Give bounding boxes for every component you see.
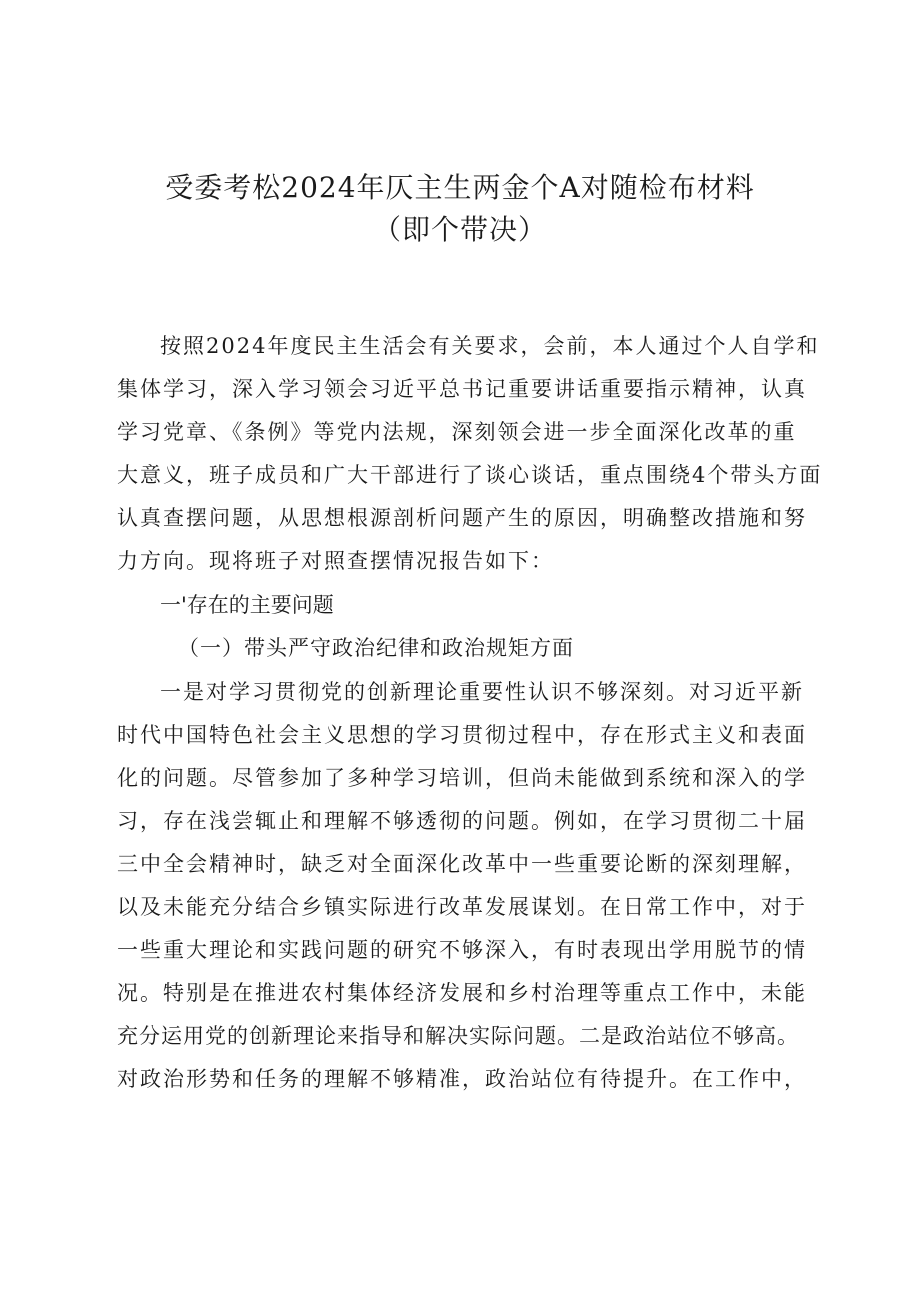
paragraph-line: 一些重大理论和实践问题的研究不够深入，有时表现出学用脱节的情 (117, 938, 807, 962)
paragraph-line: 认真查摆问题，从思想根源剖析问题产生的原因，明确整改措施和努 (117, 506, 807, 530)
section-heading: 一'存在的主要问题 (160, 593, 334, 617)
paragraph-line: 习，存在浅尝辄止和理解不够透彻的问题。例如，在学习贯彻二十届 (117, 809, 807, 833)
paragraph-line: 化的问题。尽管参加了多种学习培训，但尚未能做到系统和深入的学 (117, 766, 807, 790)
paragraph-line: 按照2024年度民主生活会有关要求，会前，本人通过个人自学和 (160, 334, 820, 358)
document-subtitle: （即个带决） (372, 213, 547, 246)
paragraph-line: 一是对学习贯彻党的创新理论重要性认识不够深刻。对习近平新 (160, 680, 804, 704)
paragraph-line: 时代中国特色社会主义思想的学习贯彻过程中，存在形式主义和表面 (117, 723, 807, 747)
paragraph-line: 大意义，班子成员和广大干部进行了谈心谈话，重点围绕4个带头方面 (117, 463, 823, 487)
paragraph-line: 充分运用党的创新理论来指导和解决实际问题。二是政治站位不够高。 (117, 1024, 799, 1048)
paragraph-line: 集体学习，深入学习领会习近平总书记重要讲话重要指示精神，认真 (117, 377, 807, 401)
subsection-heading: （一）带头严守政治纪律和政治规矩方面 (178, 636, 574, 660)
paragraph-line: 学习党章、《条例》等党内法规，深刻领会进一步全面深化改革的重 (117, 420, 797, 444)
document-title: 受委考松2024年仄主生两金个A对随检布材料 (165, 171, 755, 204)
paragraph-line: 以及未能充分结合乡镇实际进行改革发展谋划。在日常工作中，对于 (117, 895, 807, 919)
paragraph-line: 对政治形势和任务的理解不够精准，政治站位有待提升。在工作中， (117, 1067, 807, 1091)
paragraph-line: 三中全会精神时，缺乏对全面深化改革中一些重要论断的深刻理解， (117, 852, 807, 876)
paragraph-line: 况。特别是在推进农村集体经济发展和乡村治理等重点工作中，未能 (117, 981, 807, 1005)
paragraph-line: 力方向。现将班子对照查摆情况报告如下： (117, 549, 554, 573)
